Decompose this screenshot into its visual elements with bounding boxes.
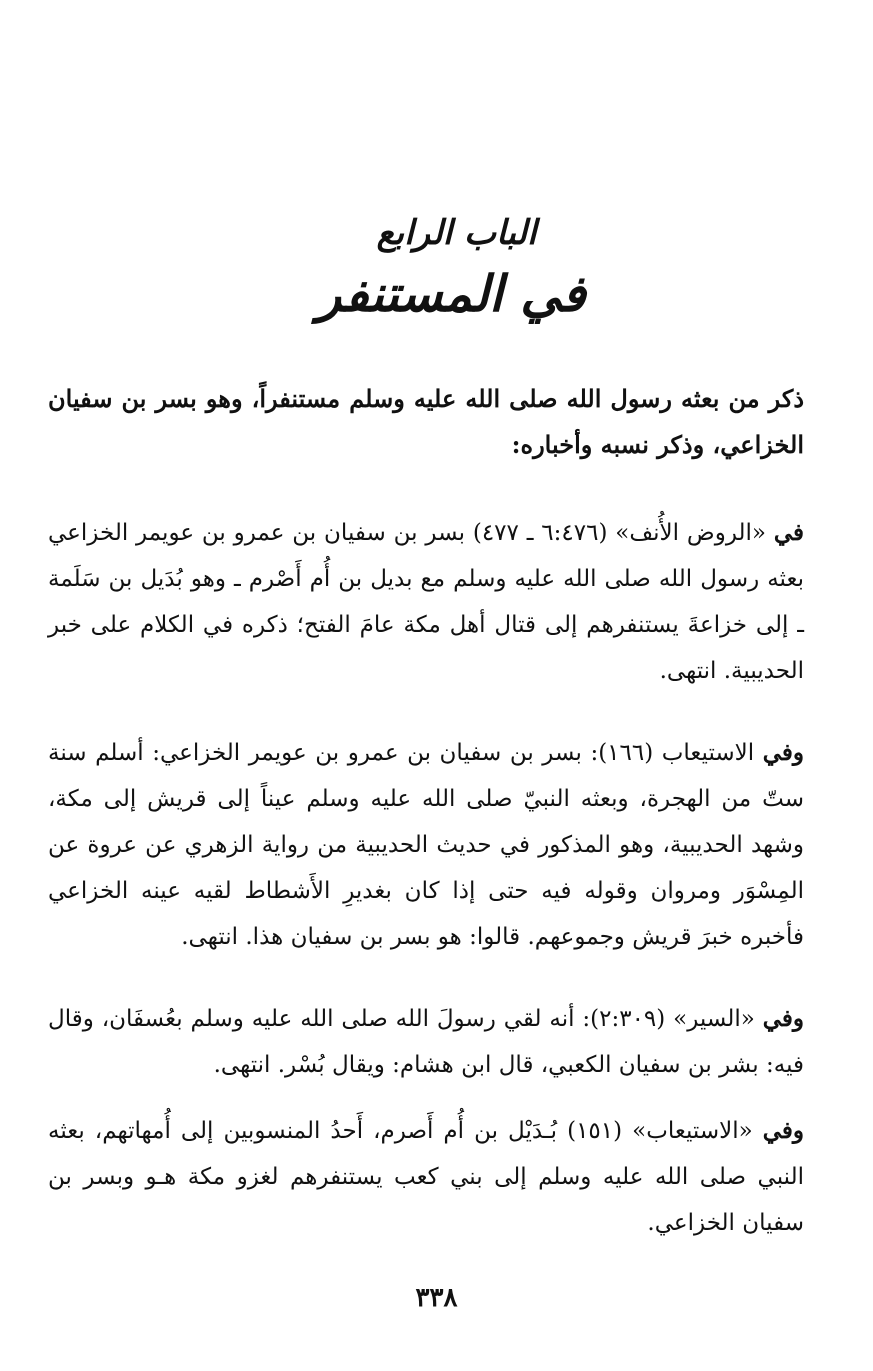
section-intro: ذكر من بعثه رسول الله صلى الله عليه وسلم مستنفراً، وهو بسر بن سفيان الخزاعي، وذكر نسبه وأخباره:	[48, 384, 804, 459]
chapter-label: الباب الرابع	[376, 213, 537, 253]
paragraph-rawd-al-unuf	[48, 510, 804, 694]
paragraph-lead: وفي	[762, 1005, 804, 1032]
paragraph-body: «السير» (٢:٣٠٩): أنه لقي رسولَ الله صلى الله عليه وسلم بعُسفَان، وقال فيه: بشر بن سفيان الكعبي، قال ابن هشام: ويقال بُسْر. انتهى.	[48, 1006, 804, 1078]
paragraph-body: «الروض الأُنف» (٦:٤٧٦ ـ ٤٧٧) بسر بن سفيان بن عمرو بن عويمر الخزاعي بعثه رسول الله صلى الله عليه وسلم مع بديل بن أُم أَصْرم ـ وهو بُدَيل بن سَلَمة ـ إلى خزاعةَ يستنفرهم إلى قتال أهل مكة عامَ الفتح؛ ذكره في الكلام على خبر الحديبية. انتهى.	[48, 520, 804, 684]
chapter-title: في المستنفر	[317, 264, 586, 323]
page-number: ٣٣٨	[415, 1283, 458, 1313]
paragraph-lead: وفي	[762, 739, 804, 766]
paragraph-istiab-budayl	[48, 1108, 804, 1246]
paragraph-lead: في	[773, 519, 804, 546]
paragraph-siyar	[48, 996, 804, 1088]
paragraph-body: الاستيعاب (١٦٦): بسر بن سفيان بن عمرو بن عويمر الخزاعي: أسلم سنة ستّ من الهجرة، وبعثه النبيّ صلى الله عليه وسلم عيناً إلى قريش إلى مكة، وشهد الحديبية، وهو المذكور في حديث الحديبية من رواية الزهري عن عروة عن المِسْوَر ومروان وقوله فيه حتى إذا كان بغديرِ الأَشطاط لقيه عينه الخزاعي فأخبره خبرَ قريش وجموعهم. قالوا: هو بسر بن سفيان هذا. انتهى.	[48, 740, 804, 950]
chapter-heading	[0, 208, 873, 330]
paragraph-body: «الاستيعاب» (١٥١) بُـدَيْل بن أُم أَصرم، أَحدُ المنسوبين إلى أُمهاتهم، بعثه النبي صلى الله عليه وسلم إلى بني كعب يستنفرهم لغزو مكة هـو وبسر بن سفيان الخزاعي.	[48, 1118, 804, 1236]
paragraph-istiab-bisr	[48, 730, 804, 960]
paragraph-lead: وفي	[762, 1117, 805, 1144]
